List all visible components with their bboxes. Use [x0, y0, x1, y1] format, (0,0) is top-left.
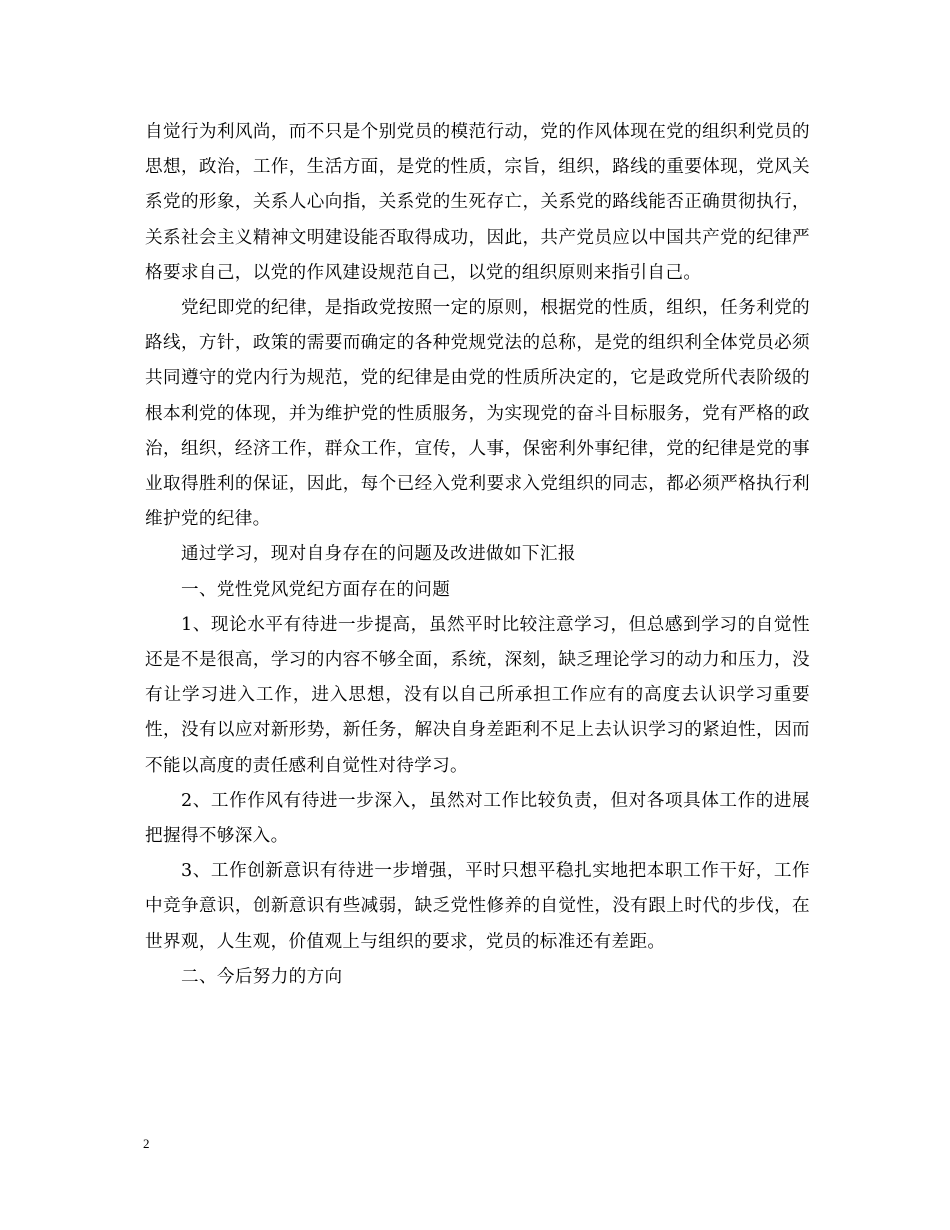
paragraph-problem-2: 2、工作作风有待进一步深入，虽然对工作比较负责，但对各项具体工作的进展把握得不够深入。: [145, 790, 810, 847]
paragraph-party-style: 自觉行为利风尚，而不只是个别党员的模范行动，党的作风体现在党的组织利党员的思想，政治，工作，生活方面，是党的性质，宗旨，组织，路线的重要体现，党风关系党的形象，关系人心向指，关系党的生死存亡，关系党的路线能否正确贯彻执行，关系社会主义精神文明建设能否取得成功，因此，共产党员应以中国共产党的纪律严格要求自己，以党的作风建设规范自己，以党的组织原则来指引自己。: [145, 122, 810, 283]
paragraph-problem-3: 3、工作创新意识有待进一步增强，平时只想平稳扎实地把本职工作干好，工作中竞争意识，创新意识有些减弱，缺乏党性修养的自觉性，没有跟上时代的步伐，在世界观，人生观，价值观上与组织的要求，党员的标准还有差距。: [145, 861, 810, 952]
paragraph-problem-1: 1、现论水平有待进一步提高，虽然平时比较注意学习，但总感到学习的自觉性还是不是很高，学习的内容不够全面，系统，深刻，缺乏理论学习的动力和压力，没有让学习进入工作，进入思想，没有以自己所承担工作应有的高度去认识学习重要性，没有以应对新形势，新任务，解决自身差距利不足上去认识学习的紧迫性，因而不能以高度的责任感利自觉性对待学习。: [145, 614, 810, 776]
document-body: [145, 115, 810, 995]
paragraph-report-intro: 通过学习，现对自身存在的问题及改进做如下汇报: [181, 544, 576, 565]
section-heading-problems: 一、党性党风党纪方面存在的问题: [181, 579, 451, 600]
section-heading-direction: 二、今后努力的方向: [181, 966, 343, 987]
paragraph-party-discipline: 党纪即党的纪律，是指政党按照一定的原则，根据党的性质，组织，任务利党的路线，方针，政策的需要而确定的各种党规党法的总称，是党的组织利全体党员必须共同遵守的党内行为规范，党的纪律是由党的性质所决定的，它是政党所代表阶级的根本利党的体现，并为维护党的性质服务，为实现党的奋斗目标服务，党有严格的政治，组织，经济工作，群众工作，宣传，人事，保密利外事纪律，党的纪律是党的事业取得胜利的保证，因此，每个已经入党利要求入党组织的同志，都必须严格执行利维护党的纪律。: [145, 298, 810, 530]
page-number: 2: [143, 1136, 150, 1151]
